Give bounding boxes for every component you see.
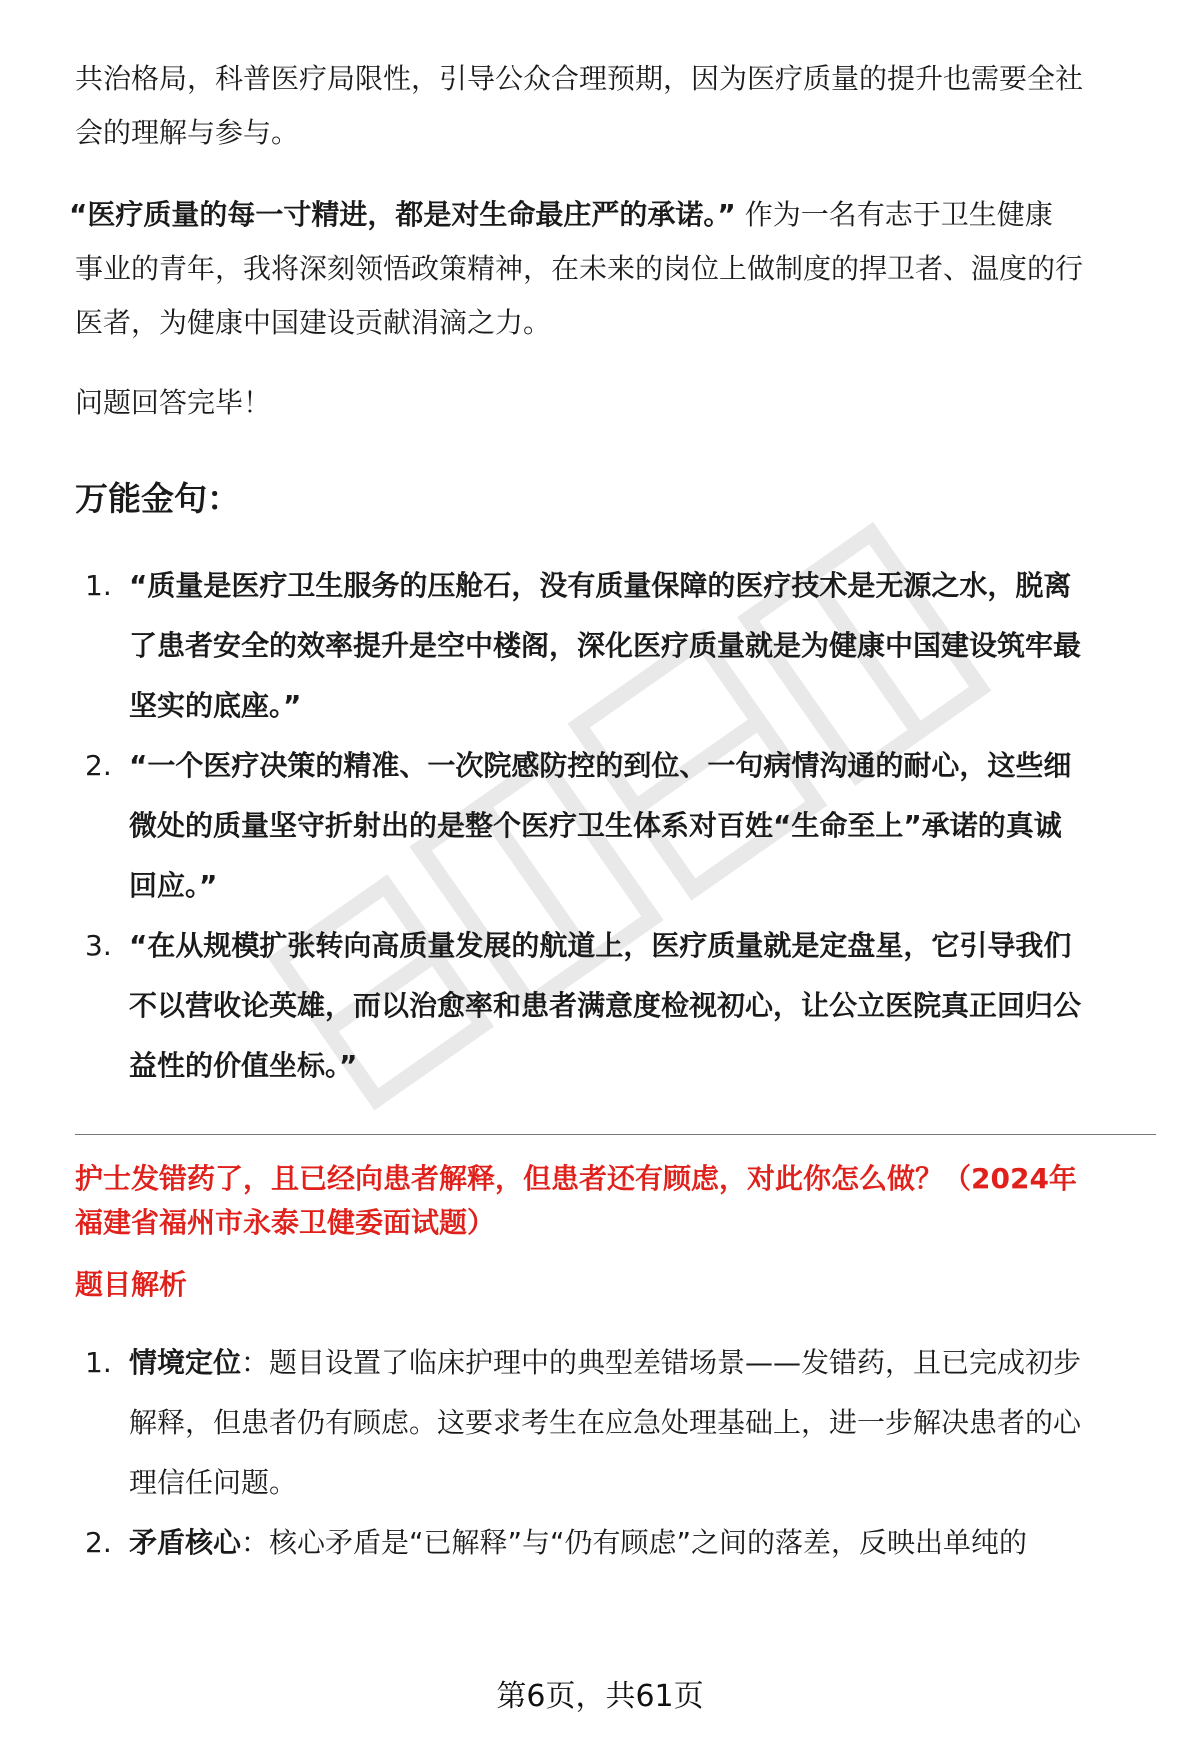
- intro-line-1: 共治格局，科普医疗局限性，引导公众合理预期，因为医疗质量的提升也需要全社: [75, 62, 1084, 95]
- closing-text: 问题回答完毕！: [75, 386, 272, 419]
- list-number: 1.: [85, 569, 112, 602]
- document-page: [69, 52, 1155, 1573]
- list-number: 2.: [85, 1526, 112, 1559]
- list-number: 1.: [85, 1346, 112, 1379]
- intro-line-2: 会的理解与参与。: [75, 116, 300, 149]
- list-line: 回应。”: [129, 869, 218, 902]
- analysis-text: ：核心矛盾是“已解释”与“仍有顾虑”之间的落差，反映出单纯的: [241, 1526, 1028, 1559]
- list-line: 微处的质量坚守折射出的是整个医疗卫生体系对百姓“生命至上”承诺的真诚: [129, 809, 1062, 842]
- quote-rest: 作为一名有志于卫生健康: [735, 198, 1053, 231]
- quote-paragraph: [69, 188, 1155, 242]
- list-line: 不以营收论英雄，而以治愈率和患者满意度检视初心，让公立医院真正回归公: [129, 989, 1082, 1022]
- quote-bold: “医疗质量的每一寸精进，都是对生命最庄严的承诺。”: [69, 198, 736, 231]
- list-item: [75, 556, 1155, 736]
- golden-heading: 万能金句：: [75, 479, 240, 518]
- question-title-line-1: 护士发错药了，且已经向患者解释，但患者还有顾虑，对此你怎么做？（2024年: [75, 1162, 1077, 1195]
- list-line: 了患者安全的效率提升是空中楼阁，深化医疗质量就是为健康中国建设筑牢最: [129, 629, 1082, 662]
- analysis-heading: 题目解析: [75, 1268, 188, 1301]
- question-title-line-2: 福建省福州市永泰卫健委面试题）: [75, 1206, 496, 1239]
- para2-line-3: 医者，为健康中国建设贡献涓滴之力。: [75, 306, 552, 339]
- list-item: [75, 1513, 1155, 1573]
- analysis-label: 矛盾核心: [129, 1526, 242, 1559]
- analysis-list: [75, 1333, 1155, 1573]
- list-line: “一个医疗决策的精准、一次院感防控的到位、一句病情沟通的耐心，这些细: [129, 749, 1072, 782]
- golden-list: [75, 556, 1155, 1096]
- list-line: “质量是医疗卫生服务的压舱石，没有质量保障的医疗技术是无源之水，脱离: [129, 569, 1072, 602]
- list-line: [129, 1333, 1155, 1393]
- page-footer: 第6页，共61页: [496, 1679, 704, 1714]
- list-line: 解释，但患者仍有顾虑。这要求考生在应急处理基础上，进一步解决患者的心: [129, 1406, 1082, 1439]
- list-line: 理信任问题。: [129, 1466, 298, 1499]
- para2-line-2: 事业的青年，我将深刻领悟政策精神，在未来的岗位上做制度的捍卫者、温度的行: [75, 252, 1084, 285]
- analysis-label: 情境定位: [129, 1346, 242, 1379]
- list-line: 坚实的底座。”: [129, 689, 302, 722]
- list-line: 益性的价值坐标。”: [129, 1049, 358, 1082]
- analysis-text: ：题目设置了临床护理中的典型差错场景——发错药，且已完成初步: [241, 1346, 1082, 1379]
- list-item: [75, 736, 1155, 916]
- list-number: 2.: [85, 749, 112, 782]
- list-line: [129, 1513, 1155, 1573]
- list-number: 3.: [85, 929, 112, 962]
- list-item: [75, 916, 1155, 1096]
- list-item: [75, 1333, 1155, 1513]
- list-line: “在从规模扩张转向高质量发展的航道上，医疗质量就是定盘星，它引导我们: [129, 929, 1072, 962]
